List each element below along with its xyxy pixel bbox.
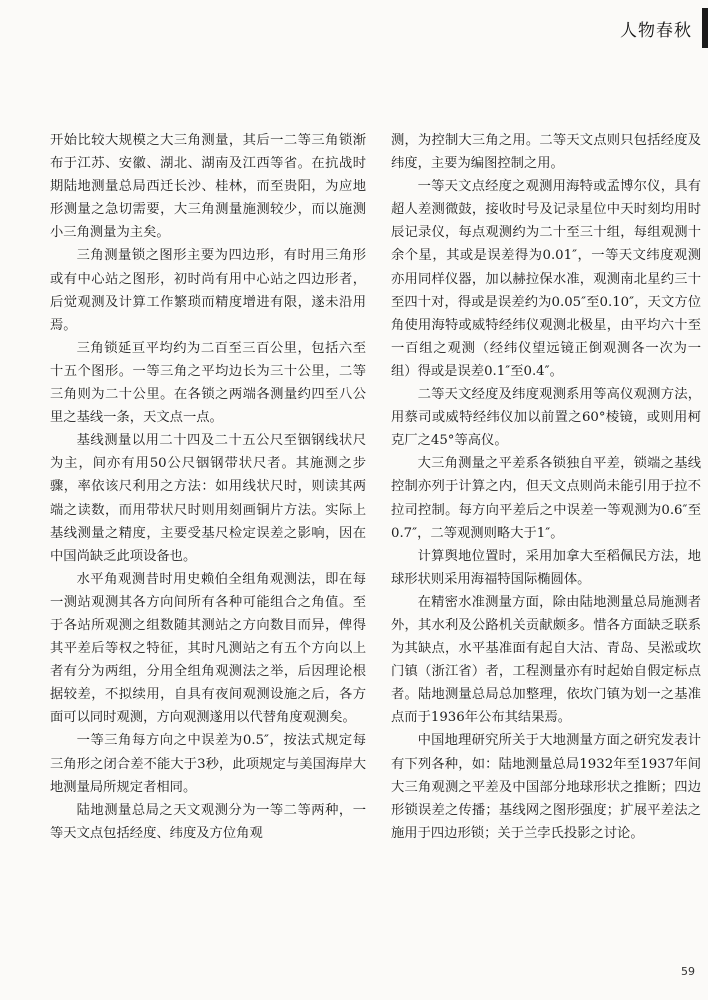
paragraph-continuation: 测，为控制大三角之用。二等天文点则只包括经度及纬度，主要为编图控制之用。 bbox=[391, 133, 701, 172]
paragraph: 一等天文点经度之观测用海特或孟博尔仪，具有超人差测微鼓，接收时号及记录星位中天时刻均用时辰记录仪，每点观测约为二十至三十组，每组观测十余个星，其或是误差得为0.01″，一等天文纬度观测亦用同样仪器，加以赫拉保水准，观测南北星约三十至四十对，得或是误差约为0.05″至0.10″，天文方位角使用海特或威特经纬仪观测北极星，由平均六十至一百组之观测（经纬仪望远镜正倒观测各一次为一组）得或是误差0.1″至0.4″。 bbox=[391, 179, 701, 379]
paragraph: 计算舆地位置时，采用加拿大至稻佩民方法，地球形状则采用海福特国际椭圆体。 bbox=[391, 548, 701, 587]
paragraph: 陆地测量总局之天文观测分为一等二等两种，一等天文点包括经度、纬度及方位角观 bbox=[50, 802, 366, 841]
page-number: 59 bbox=[681, 965, 695, 978]
paragraph: 中国地理研究所关于大地测量方面之研究发表计有下列各种，如：陆地测量总局1932年至1937年间大三角观测之平差及中国部分地球形状之推断；四边形锁误差之传播；基线网之图形强度；扩展平差法之施用于四边形锁；关于兰孛氏投影之讨论。 bbox=[391, 733, 701, 841]
paragraph: 开始比较大规模之大三角测量，其后一二等三角锁渐布于江苏、安徽、湖北、湖南及江西等省。在抗战时期陆地测量总局西迁长沙、桂林，而至贵阳，为应地形测量之急切需要，大三角测量施测较少，而以施测小三角测量为主矣。 bbox=[50, 133, 366, 241]
paragraph: 大三角测量之平差系各锁独自平差，锁端之基线控制亦列于计算之内，但天文点则尚未能引用于拉不拉司控制。每方向平差后之中误差一等观测为0.6″至0.7″，二等观测则略大于1″。 bbox=[391, 456, 701, 541]
paragraph: 水平角观测昔时用史赖伯全组角观测法，即在每一测站观测其各方向间所有各种可能组合之角值。至于各站所观测之组数随其测站之方向数目而异，俾得其平差后等权之特征，其时凡测站之有五个方向以上者有分为两组，分用全组角观测法之举，后因理论根据较差，不拟续用，自具有夜间观测设施之后，各方面可以同时观测，方向观测遂用以代替角度观测矣。 bbox=[50, 571, 366, 726]
paragraph: 在精密水准测量方面，除由陆地测量总局施测者外，其水利及公路机关贡献颇多。惜各方面缺乏联系为其缺点，水平基准面有起自大沽、青岛、吴淞或坎门镇（浙江省）者，工程测量亦有时起始自假定标点者。陆地测量总局总加整理，依坎门镇为划一之基准点而于1936年公布其结果焉。 bbox=[391, 594, 701, 726]
paragraph: 一等三角每方向之中误差为0.5″，按法式规定每三角形之闭合差不能大于3秒，此项规定与美国海岸大地测量局所规定者相同。 bbox=[50, 733, 366, 795]
paragraph: 基线测量以用二十四及二十五公尺至铟钢线状尺为主，间亦有用50公尺铟钢带状尺者。其施测之步骤，率依该尺利用之方法：如用线状尺时，则读其两端之读数，而用带状尺时则用刻画铜片方法。实际上基线测量之精度，主要受基尺检定误差之影响，因在中国尚缺乏此项设备也。 bbox=[50, 433, 366, 564]
left-text-column bbox=[50, 129, 366, 845]
right-text-column bbox=[391, 129, 701, 845]
paragraph: 三角测量锁之图形主要为四边形，有时用三角形或有中心站之图形，初时尚有用中心站之四边形者，后觉观测及计算工作繁琐而精度增进有限，遂未沿用焉。 bbox=[50, 248, 366, 333]
section-title: 人物春秋 bbox=[620, 20, 692, 41]
section-title-tab bbox=[616, 8, 708, 48]
paragraph: 二等天文经度及纬度观测系用等高仪观测方法，用蔡司或威特经纬仪加以前置之60°棱镜，或则用柯克厂之45°等高仪。 bbox=[391, 387, 701, 449]
paragraph: 三角锁延亘平均约为二百至三百公里，包括六至十五个图形。一等三角之平均边长为三十公里，二等三角则为二十公里。在各锁之两端各测量约四至八公里之基线一条，天文点一点。 bbox=[50, 340, 366, 426]
